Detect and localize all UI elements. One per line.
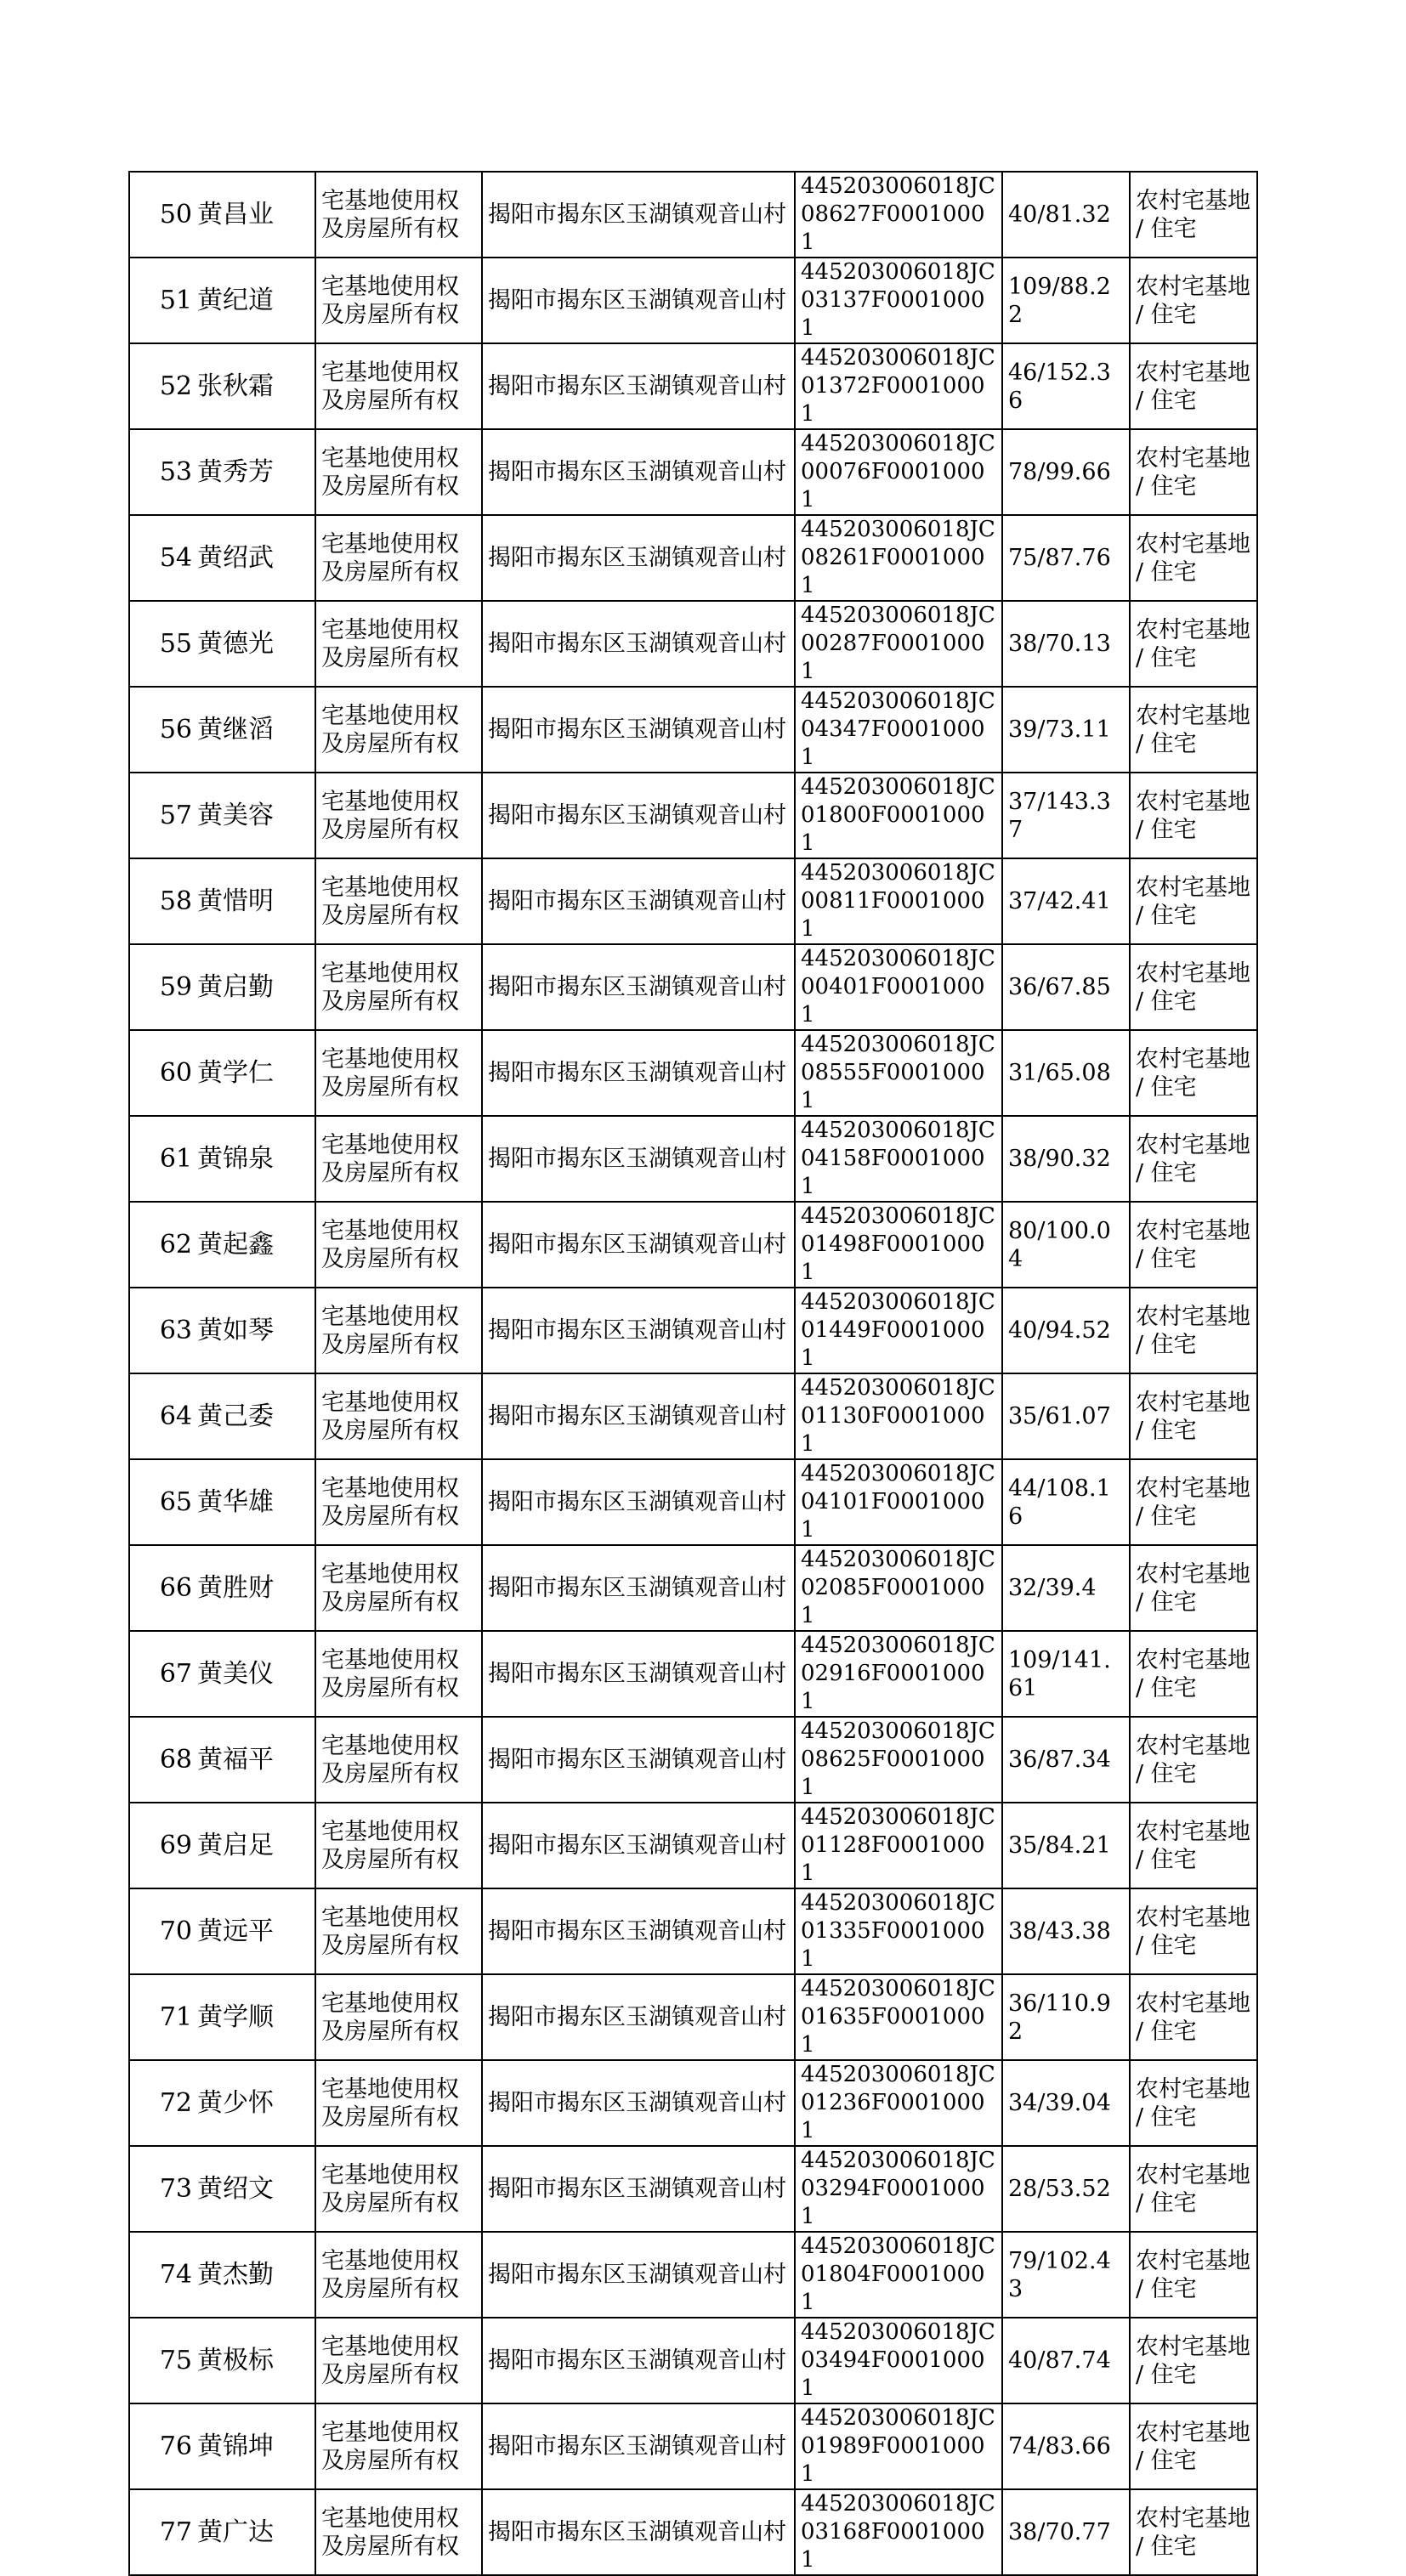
unit-code-cell: 445203006018JC01635F00010001 <box>795 1974 1002 2060</box>
area-cell: 109/88.22 <box>1002 258 1130 343</box>
right-type-cell: 宅基地使用权及房屋所有权 <box>315 2489 482 2575</box>
owner-name-cell: 黄锦泉 <box>196 1116 315 1202</box>
location-cell: 揭阳市揭东区玉湖镇观音山村 <box>482 1116 795 1202</box>
land-use-cell: 农村宅基地 / 住宅 <box>1130 601 1257 687</box>
area-cell: 78/99.66 <box>1002 429 1130 515</box>
unit-code-cell: 445203006018JC02916F00010001 <box>795 1631 1002 1717</box>
area-cell: 28/53.52 <box>1002 2146 1130 2232</box>
land-use-cell: 农村宅基地 / 住宅 <box>1130 1459 1257 1545</box>
area-cell: 74/83.66 <box>1002 2403 1130 2489</box>
row-number-cell: 71 <box>129 1974 196 2060</box>
row-number-cell: 66 <box>129 1545 196 1631</box>
unit-code-cell: 445203006018JC01498F00010001 <box>795 1202 1002 1288</box>
location-cell: 揭阳市揭东区玉湖镇观音山村 <box>482 1717 795 1803</box>
land-use-cell: 农村宅基地 / 住宅 <box>1130 1974 1257 2060</box>
land-use-cell: 农村宅基地 / 住宅 <box>1130 1030 1257 1116</box>
row-number-cell: 77 <box>129 2489 196 2575</box>
row-number-cell: 60 <box>129 1030 196 1116</box>
right-type-cell: 宅基地使用权及房屋所有权 <box>315 944 482 1030</box>
unit-code-cell: 445203006018JC04101F00010001 <box>795 1459 1002 1545</box>
unit-code-cell: 445203006018JC03294F00010001 <box>795 2146 1002 2232</box>
right-type-cell: 宅基地使用权及房屋所有权 <box>315 1030 482 1116</box>
land-use-cell: 农村宅基地 / 住宅 <box>1130 258 1257 343</box>
owner-name-cell: 黄胜财 <box>196 1545 315 1631</box>
owner-name-cell: 黄启勤 <box>196 944 315 1030</box>
table-row <box>129 687 1257 773</box>
owner-name-cell: 黄秀芳 <box>196 429 315 515</box>
area-cell: 80/100.04 <box>1002 1202 1130 1288</box>
land-use-cell: 农村宅基地 / 住宅 <box>1130 773 1257 858</box>
row-number-cell: 58 <box>129 858 196 944</box>
right-type-cell: 宅基地使用权及房屋所有权 <box>315 1202 482 1288</box>
owner-name-cell: 黄继滔 <box>196 687 315 773</box>
area-cell: 38/90.32 <box>1002 1116 1130 1202</box>
property-register-table <box>128 171 1258 2576</box>
table-body <box>129 172 1257 2575</box>
owner-name-cell: 黄学顺 <box>196 1974 315 2060</box>
table-row <box>129 1888 1257 1974</box>
unit-code-cell: 445203006018JC08555F00010001 <box>795 1030 1002 1116</box>
land-use-cell: 农村宅基地 / 住宅 <box>1130 687 1257 773</box>
location-cell: 揭阳市揭东区玉湖镇观音山村 <box>482 858 795 944</box>
area-cell: 36/110.92 <box>1002 1974 1130 2060</box>
location-cell: 揭阳市揭东区玉湖镇观音山村 <box>482 1202 795 1288</box>
location-cell: 揭阳市揭东区玉湖镇观音山村 <box>482 1803 795 1888</box>
owner-name-cell: 黄如琴 <box>196 1288 315 1373</box>
owner-name-cell: 黄绍文 <box>196 2146 315 2232</box>
table-row <box>129 1373 1257 1459</box>
right-type-cell: 宅基地使用权及房屋所有权 <box>315 601 482 687</box>
location-cell: 揭阳市揭东区玉湖镇观音山村 <box>482 2318 795 2403</box>
location-cell: 揭阳市揭东区玉湖镇观音山村 <box>482 2232 795 2318</box>
table-row <box>129 1717 1257 1803</box>
table-row <box>129 343 1257 429</box>
right-type-cell: 宅基地使用权及房屋所有权 <box>315 172 482 258</box>
unit-code-cell: 445203006018JC01372F00010001 <box>795 343 1002 429</box>
area-cell: 44/108.16 <box>1002 1459 1130 1545</box>
table-row <box>129 2232 1257 2318</box>
unit-code-cell: 445203006018JC00076F00010001 <box>795 429 1002 515</box>
owner-name-cell: 黄远平 <box>196 1888 315 1974</box>
unit-code-cell: 445203006018JC01989F00010001 <box>795 2403 1002 2489</box>
unit-code-cell: 445203006018JC08625F00010001 <box>795 1717 1002 1803</box>
owner-name-cell: 黄纪道 <box>196 258 315 343</box>
unit-code-cell: 445203006018JC01804F00010001 <box>795 2232 1002 2318</box>
table-row <box>129 1803 1257 1888</box>
location-cell: 揭阳市揭东区玉湖镇观音山村 <box>482 1030 795 1116</box>
row-number-cell: 62 <box>129 1202 196 1288</box>
area-cell: 35/61.07 <box>1002 1373 1130 1459</box>
row-number-cell: 68 <box>129 1717 196 1803</box>
land-use-cell: 农村宅基地 / 住宅 <box>1130 1116 1257 1202</box>
row-number-cell: 74 <box>129 2232 196 2318</box>
location-cell: 揭阳市揭东区玉湖镇观音山村 <box>482 601 795 687</box>
location-cell: 揭阳市揭东区玉湖镇观音山村 <box>482 1631 795 1717</box>
area-cell: 38/70.13 <box>1002 601 1130 687</box>
row-number-cell: 51 <box>129 258 196 343</box>
location-cell: 揭阳市揭东区玉湖镇观音山村 <box>482 258 795 343</box>
owner-name-cell: 黄起鑫 <box>196 1202 315 1288</box>
area-cell: 35/84.21 <box>1002 1803 1130 1888</box>
location-cell: 揭阳市揭东区玉湖镇观音山村 <box>482 1459 795 1545</box>
row-number-cell: 55 <box>129 601 196 687</box>
row-number-cell: 53 <box>129 429 196 515</box>
land-use-cell: 农村宅基地 / 住宅 <box>1130 1717 1257 1803</box>
right-type-cell: 宅基地使用权及房屋所有权 <box>315 258 482 343</box>
location-cell: 揭阳市揭东区玉湖镇观音山村 <box>482 172 795 258</box>
land-use-cell: 农村宅基地 / 住宅 <box>1130 1373 1257 1459</box>
table-row <box>129 1030 1257 1116</box>
unit-code-cell: 445203006018JC03137F00010001 <box>795 258 1002 343</box>
area-cell: 38/70.77 <box>1002 2489 1130 2575</box>
row-number-cell: 50 <box>129 172 196 258</box>
owner-name-cell: 黄惜明 <box>196 858 315 944</box>
table-row <box>129 515 1257 601</box>
row-number-cell: 56 <box>129 687 196 773</box>
owner-name-cell: 黄福平 <box>196 1717 315 1803</box>
land-use-cell: 农村宅基地 / 住宅 <box>1130 2489 1257 2575</box>
land-use-cell: 农村宅基地 / 住宅 <box>1130 1631 1257 1717</box>
location-cell: 揭阳市揭东区玉湖镇观音山村 <box>482 944 795 1030</box>
right-type-cell: 宅基地使用权及房屋所有权 <box>315 1803 482 1888</box>
location-cell: 揭阳市揭东区玉湖镇观音山村 <box>482 1888 795 1974</box>
right-type-cell: 宅基地使用权及房屋所有权 <box>315 1631 482 1717</box>
table-row <box>129 2489 1257 2575</box>
row-number-cell: 64 <box>129 1373 196 1459</box>
location-cell: 揭阳市揭东区玉湖镇观音山村 <box>482 515 795 601</box>
right-type-cell: 宅基地使用权及房屋所有权 <box>315 2318 482 2403</box>
land-use-cell: 农村宅基地 / 住宅 <box>1130 429 1257 515</box>
area-cell: 46/152.36 <box>1002 343 1130 429</box>
row-number-cell: 57 <box>129 773 196 858</box>
location-cell: 揭阳市揭东区玉湖镇观音山村 <box>482 687 795 773</box>
row-number-cell: 72 <box>129 2060 196 2146</box>
land-use-cell: 农村宅基地 / 住宅 <box>1130 944 1257 1030</box>
area-cell: 31/65.08 <box>1002 1030 1130 1116</box>
location-cell: 揭阳市揭东区玉湖镇观音山村 <box>482 1545 795 1631</box>
owner-name-cell: 黄昌业 <box>196 172 315 258</box>
table-row <box>129 2146 1257 2232</box>
land-use-cell: 农村宅基地 / 住宅 <box>1130 515 1257 601</box>
right-type-cell: 宅基地使用权及房屋所有权 <box>315 1373 482 1459</box>
row-number-cell: 75 <box>129 2318 196 2403</box>
land-use-cell: 农村宅基地 / 住宅 <box>1130 1202 1257 1288</box>
unit-code-cell: 445203006018JC02085F00010001 <box>795 1545 1002 1631</box>
unit-code-cell: 445203006018JC00287F00010001 <box>795 601 1002 687</box>
row-number-cell: 76 <box>129 2403 196 2489</box>
unit-code-cell: 445203006018JC03168F00010001 <box>795 2489 1002 2575</box>
area-cell: 38/43.38 <box>1002 1888 1130 1974</box>
area-cell: 36/87.34 <box>1002 1717 1130 1803</box>
location-cell: 揭阳市揭东区玉湖镇观音山村 <box>482 1373 795 1459</box>
land-use-cell: 农村宅基地 / 住宅 <box>1130 1545 1257 1631</box>
table-row <box>129 2060 1257 2146</box>
area-cell: 109/141.61 <box>1002 1631 1130 1717</box>
table-row <box>129 858 1257 944</box>
row-number-cell: 67 <box>129 1631 196 1717</box>
area-cell: 40/81.32 <box>1002 172 1130 258</box>
right-type-cell: 宅基地使用权及房屋所有权 <box>315 429 482 515</box>
area-cell: 39/73.11 <box>1002 687 1130 773</box>
table-row <box>129 258 1257 343</box>
owner-name-cell: 黄美容 <box>196 773 315 858</box>
unit-code-cell: 445203006018JC01800F00010001 <box>795 773 1002 858</box>
owner-name-cell: 黄启足 <box>196 1803 315 1888</box>
unit-code-cell: 445203006018JC00811F00010001 <box>795 858 1002 944</box>
location-cell: 揭阳市揭东区玉湖镇观音山村 <box>482 343 795 429</box>
table-row <box>129 172 1257 258</box>
table-row <box>129 773 1257 858</box>
area-cell: 40/87.74 <box>1002 2318 1130 2403</box>
right-type-cell: 宅基地使用权及房屋所有权 <box>315 2232 482 2318</box>
owner-name-cell: 黄美仪 <box>196 1631 315 1717</box>
land-use-cell: 农村宅基地 / 住宅 <box>1130 172 1257 258</box>
right-type-cell: 宅基地使用权及房屋所有权 <box>315 1288 482 1373</box>
owner-name-cell: 黄德光 <box>196 601 315 687</box>
owner-name-cell: 黄锦坤 <box>196 2403 315 2489</box>
right-type-cell: 宅基地使用权及房屋所有权 <box>315 687 482 773</box>
table-row <box>129 1288 1257 1373</box>
land-use-cell: 农村宅基地 / 住宅 <box>1130 343 1257 429</box>
right-type-cell: 宅基地使用权及房屋所有权 <box>315 2060 482 2146</box>
land-use-cell: 农村宅基地 / 住宅 <box>1130 2146 1257 2232</box>
right-type-cell: 宅基地使用权及房屋所有权 <box>315 2403 482 2489</box>
location-cell: 揭阳市揭东区玉湖镇观音山村 <box>482 429 795 515</box>
location-cell: 揭阳市揭东区玉湖镇观音山村 <box>482 2060 795 2146</box>
area-cell: 40/94.52 <box>1002 1288 1130 1373</box>
owner-name-cell: 张秋霜 <box>196 343 315 429</box>
land-use-cell: 农村宅基地 / 住宅 <box>1130 2318 1257 2403</box>
land-use-cell: 农村宅基地 / 住宅 <box>1130 2060 1257 2146</box>
location-cell: 揭阳市揭东区玉湖镇观音山村 <box>482 1288 795 1373</box>
row-number-cell: 52 <box>129 343 196 429</box>
right-type-cell: 宅基地使用权及房屋所有权 <box>315 1116 482 1202</box>
area-cell: 32/39.4 <box>1002 1545 1130 1631</box>
location-cell: 揭阳市揭东区玉湖镇观音山村 <box>482 2146 795 2232</box>
owner-name-cell: 黄极标 <box>196 2318 315 2403</box>
land-use-cell: 农村宅基地 / 住宅 <box>1130 2403 1257 2489</box>
row-number-cell: 70 <box>129 1888 196 1974</box>
unit-code-cell: 445203006018JC01128F00010001 <box>795 1803 1002 1888</box>
table-row <box>129 1459 1257 1545</box>
unit-code-cell: 445203006018JC08261F00010001 <box>795 515 1002 601</box>
table-row <box>129 1974 1257 2060</box>
location-cell: 揭阳市揭东区玉湖镇观音山村 <box>482 773 795 858</box>
row-number-cell: 59 <box>129 944 196 1030</box>
owner-name-cell: 黄广达 <box>196 2489 315 2575</box>
row-number-cell: 61 <box>129 1116 196 1202</box>
right-type-cell: 宅基地使用权及房屋所有权 <box>315 1459 482 1545</box>
table-row <box>129 1545 1257 1631</box>
row-number-cell: 69 <box>129 1803 196 1888</box>
area-cell: 79/102.43 <box>1002 2232 1130 2318</box>
owner-name-cell: 黄绍武 <box>196 515 315 601</box>
right-type-cell: 宅基地使用权及房屋所有权 <box>315 1545 482 1631</box>
owner-name-cell: 黄己委 <box>196 1373 315 1459</box>
owner-name-cell: 黄少怀 <box>196 2060 315 2146</box>
row-number-cell: 73 <box>129 2146 196 2232</box>
land-use-cell: 农村宅基地 / 住宅 <box>1130 1288 1257 1373</box>
unit-code-cell: 445203006018JC04347F00010001 <box>795 687 1002 773</box>
table-row <box>129 2318 1257 2403</box>
location-cell: 揭阳市揭东区玉湖镇观音山村 <box>482 2489 795 2575</box>
right-type-cell: 宅基地使用权及房屋所有权 <box>315 1974 482 2060</box>
area-cell: 37/143.37 <box>1002 773 1130 858</box>
land-use-cell: 农村宅基地 / 住宅 <box>1130 1803 1257 1888</box>
owner-name-cell: 黄华雄 <box>196 1459 315 1545</box>
table-row <box>129 1202 1257 1288</box>
unit-code-cell: 445203006018JC01335F00010001 <box>795 1888 1002 1974</box>
area-cell: 37/42.41 <box>1002 858 1130 944</box>
row-number-cell: 65 <box>129 1459 196 1545</box>
unit-code-cell: 445203006018JC08627F00010001 <box>795 172 1002 258</box>
area-cell: 75/87.76 <box>1002 515 1130 601</box>
land-use-cell: 农村宅基地 / 住宅 <box>1130 2232 1257 2318</box>
right-type-cell: 宅基地使用权及房屋所有权 <box>315 1888 482 1974</box>
land-use-cell: 农村宅基地 / 住宅 <box>1130 1888 1257 1974</box>
table-row <box>129 429 1257 515</box>
location-cell: 揭阳市揭东区玉湖镇观音山村 <box>482 2403 795 2489</box>
right-type-cell: 宅基地使用权及房屋所有权 <box>315 2146 482 2232</box>
unit-code-cell: 445203006018JC00401F00010001 <box>795 944 1002 1030</box>
unit-code-cell: 445203006018JC01236F00010001 <box>795 2060 1002 2146</box>
unit-code-cell: 445203006018JC04158F00010001 <box>795 1116 1002 1202</box>
table-row <box>129 2403 1257 2489</box>
table-row <box>129 1116 1257 1202</box>
owner-name-cell: 黄学仁 <box>196 1030 315 1116</box>
unit-code-cell: 445203006018JC03494F00010001 <box>795 2318 1002 2403</box>
right-type-cell: 宅基地使用权及房屋所有权 <box>315 343 482 429</box>
row-number-cell: 54 <box>129 515 196 601</box>
table-row <box>129 944 1257 1030</box>
unit-code-cell: 445203006018JC01130F00010001 <box>795 1373 1002 1459</box>
right-type-cell: 宅基地使用权及房屋所有权 <box>315 1717 482 1803</box>
land-use-cell: 农村宅基地 / 住宅 <box>1130 858 1257 944</box>
owner-name-cell: 黄杰勤 <box>196 2232 315 2318</box>
area-cell: 34/39.04 <box>1002 2060 1130 2146</box>
table-row <box>129 1631 1257 1717</box>
right-type-cell: 宅基地使用权及房屋所有权 <box>315 515 482 601</box>
right-type-cell: 宅基地使用权及房屋所有权 <box>315 773 482 858</box>
location-cell: 揭阳市揭东区玉湖镇观音山村 <box>482 1974 795 2060</box>
area-cell: 36/67.85 <box>1002 944 1130 1030</box>
unit-code-cell: 445203006018JC01449F00010001 <box>795 1288 1002 1373</box>
table-row <box>129 601 1257 687</box>
right-type-cell: 宅基地使用权及房屋所有权 <box>315 858 482 944</box>
row-number-cell: 63 <box>129 1288 196 1373</box>
